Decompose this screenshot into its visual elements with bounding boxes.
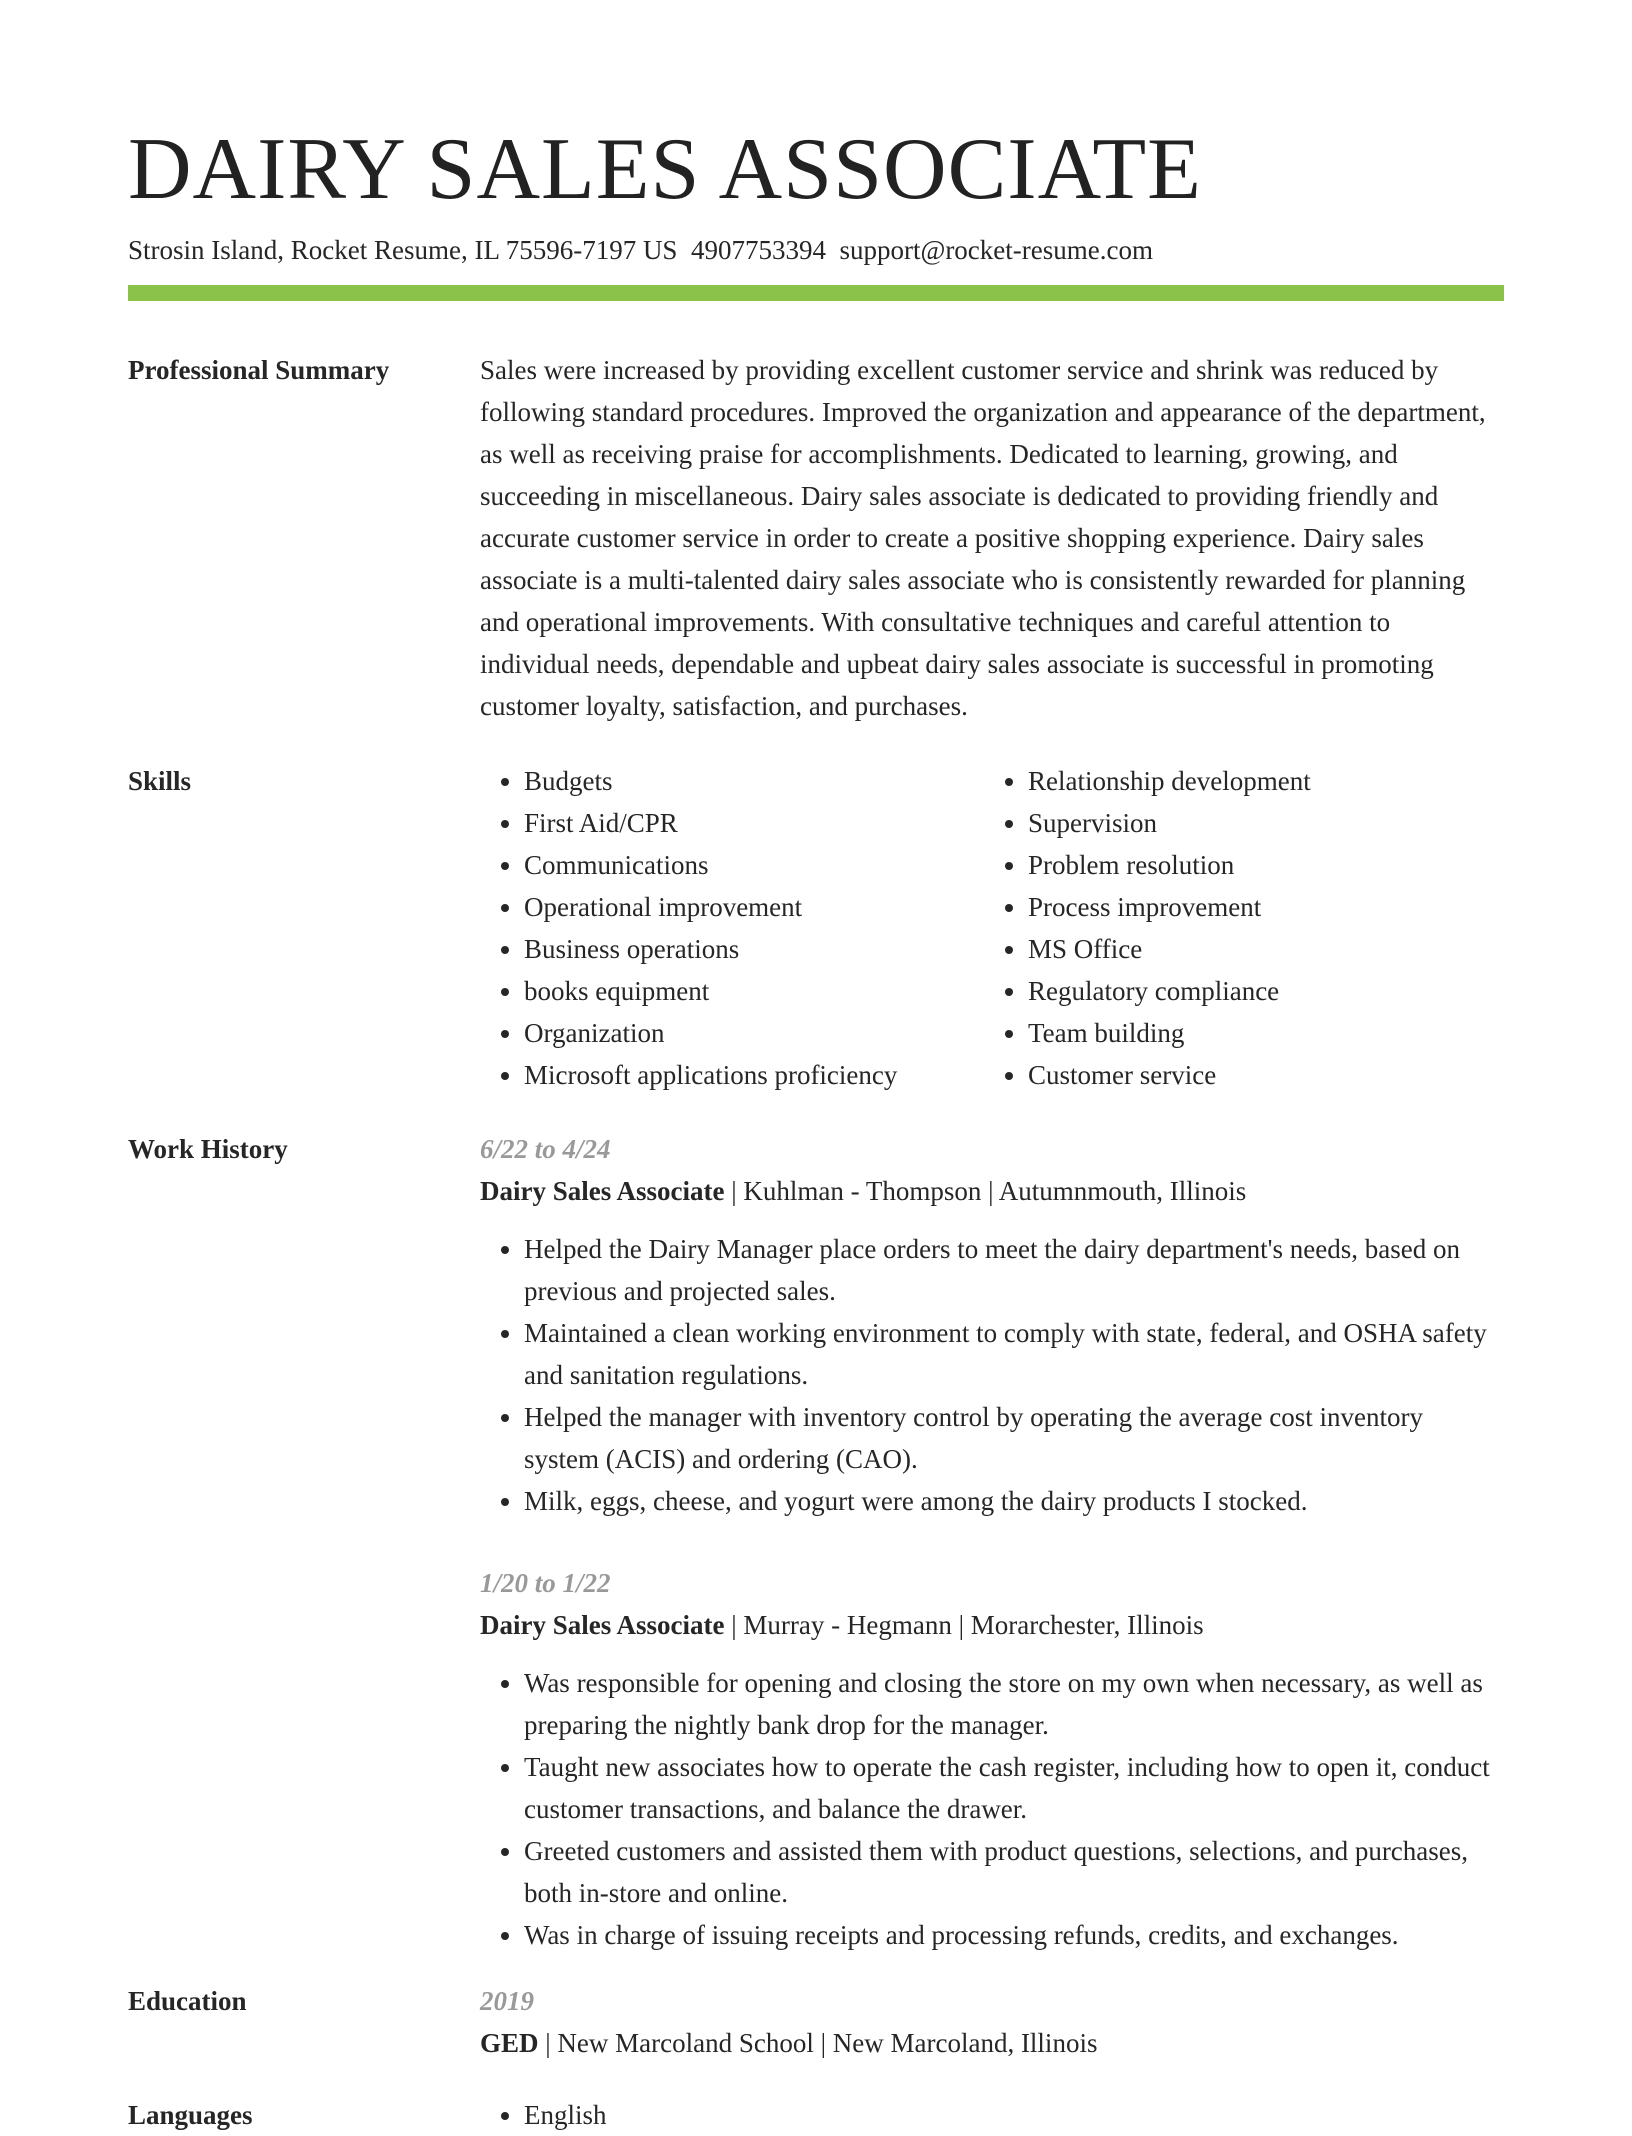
- job-entry: [480, 1128, 1504, 1522]
- education-degree: GED: [480, 2028, 539, 2058]
- summary-text: Sales were increased by providing excellent customer service and shrink was reduced by following standard procedures. Improved the organization and appearance of the department, as well as receiving praise for accomplishments. Dedicated to learning, growing, and succeeding in miscellaneous. Dairy sales associate is dedicated to providing friendly and accurate customer service in order to create a positive shopping experience. Dairy sales associate is a multi-talented dairy sales associate who is consistently rewarded for planning and operational improvements. With consultative techniques and careful attention to individual needs, dependable and upbeat dairy sales associate is successful in promoting customer loyalty, satisfaction, and purchases.: [480, 355, 1486, 721]
- skill-item: • Microsoft applications proficiency: [524, 1054, 984, 1096]
- contact-line: [128, 232, 1153, 268]
- job-role: Dairy Sales Associate: [480, 1610, 725, 1640]
- skill-item: • Process improvement: [1028, 886, 1488, 928]
- job-dates: 1/20 to 1/22: [480, 1568, 611, 1598]
- job-duty: • Greeted customers and assisted them with product questions, selections, and purchases, both in-store and online.: [524, 1830, 1504, 1914]
- language-item: • English: [524, 2094, 1504, 2136]
- contact-address: Strosin Island, Rocket Resume, IL 75596-7197 US: [128, 235, 678, 265]
- education-title: Education: [128, 1986, 247, 2016]
- job-duty: • Milk, eggs, cheese, and yogurt were among the dairy products I stocked.: [524, 1480, 1504, 1522]
- skill-item: • Organization: [524, 1012, 984, 1054]
- job-duty: • Was responsible for opening and closing the store on my own when necessary, as well as preparing the nightly bank drop for the manager.: [524, 1662, 1504, 1746]
- job-duty: • Taught new associates how to operate the cash register, including how to open it, conduct customer transactions, and balance the drawer.: [524, 1746, 1504, 1830]
- skill-item: • Relationship development: [1028, 760, 1488, 802]
- skills-title: Skills: [128, 766, 192, 796]
- header-divider: [128, 285, 1504, 301]
- job-heading: [480, 1170, 1504, 1212]
- skill-item: • Business operations: [524, 928, 984, 970]
- work-history-list: [480, 1128, 1504, 1996]
- job-entry: [480, 1562, 1504, 1956]
- candidate-name: DAIRY SALES ASSOCIATE: [128, 121, 1202, 218]
- job-duty: • Helped the Dairy Manager place orders to meet the dairy department's needs, based on previous and projected sales.: [524, 1228, 1504, 1312]
- job-heading: [480, 1604, 1504, 1646]
- job-duties: [480, 1662, 1504, 1956]
- work-title: Work History: [128, 1134, 288, 1164]
- languages-list: [480, 2094, 1504, 2136]
- contact-email: support@rocket-resume.com: [839, 235, 1153, 265]
- skill-item: • Communications: [524, 844, 984, 886]
- skill-item: • Supervision: [1028, 802, 1488, 844]
- education-entry: [480, 2022, 1504, 2064]
- job-dates: 6/22 to 4/24: [480, 1134, 611, 1164]
- job-employer: | Kuhlman - Thompson | Autumnmouth, Illinois: [724, 1176, 1247, 1206]
- skill-item: • Operational improvement: [524, 886, 984, 928]
- contact-phone: 4907753394: [690, 235, 826, 265]
- skills-column-left: [480, 760, 984, 1096]
- job-duty: • Maintained a clean working environment to comply with state, federal, and OSHA safety and sanitation regulations.: [524, 1312, 1504, 1396]
- skill-item: • Team building: [1028, 1012, 1488, 1054]
- skill-item: • Regulatory compliance: [1028, 970, 1488, 1012]
- job-duty: • Helped the manager with inventory control by operating the average cost inventory system (ACIS) and ordering (CAO).: [524, 1396, 1504, 1480]
- job-role: Dairy Sales Associate: [480, 1176, 725, 1206]
- summary-title: Professional Summary: [128, 355, 390, 385]
- job-duty: • Was in charge of issuing receipts and processing refunds, credits, and exchanges.: [524, 1914, 1504, 1956]
- job-employer: | Murray - Hegmann | Morarchester, Illinois: [724, 1610, 1204, 1640]
- job-duties: [480, 1228, 1504, 1522]
- education-school: | New Marcoland School | New Marcoland, Illinois: [538, 2028, 1098, 2058]
- education-date: 2019: [480, 1986, 534, 2016]
- skill-item: • books equipment: [524, 970, 984, 1012]
- skill-item: • Customer service: [1028, 1054, 1488, 1096]
- skill-item: • Budgets: [524, 760, 984, 802]
- skill-item: • First Aid/CPR: [524, 802, 984, 844]
- skills-column-right: [984, 760, 1488, 1096]
- skill-item: • Problem resolution: [1028, 844, 1488, 886]
- languages-title: Languages: [128, 2100, 253, 2130]
- skills-list: [480, 760, 1504, 1096]
- skill-item: • MS Office: [1028, 928, 1488, 970]
